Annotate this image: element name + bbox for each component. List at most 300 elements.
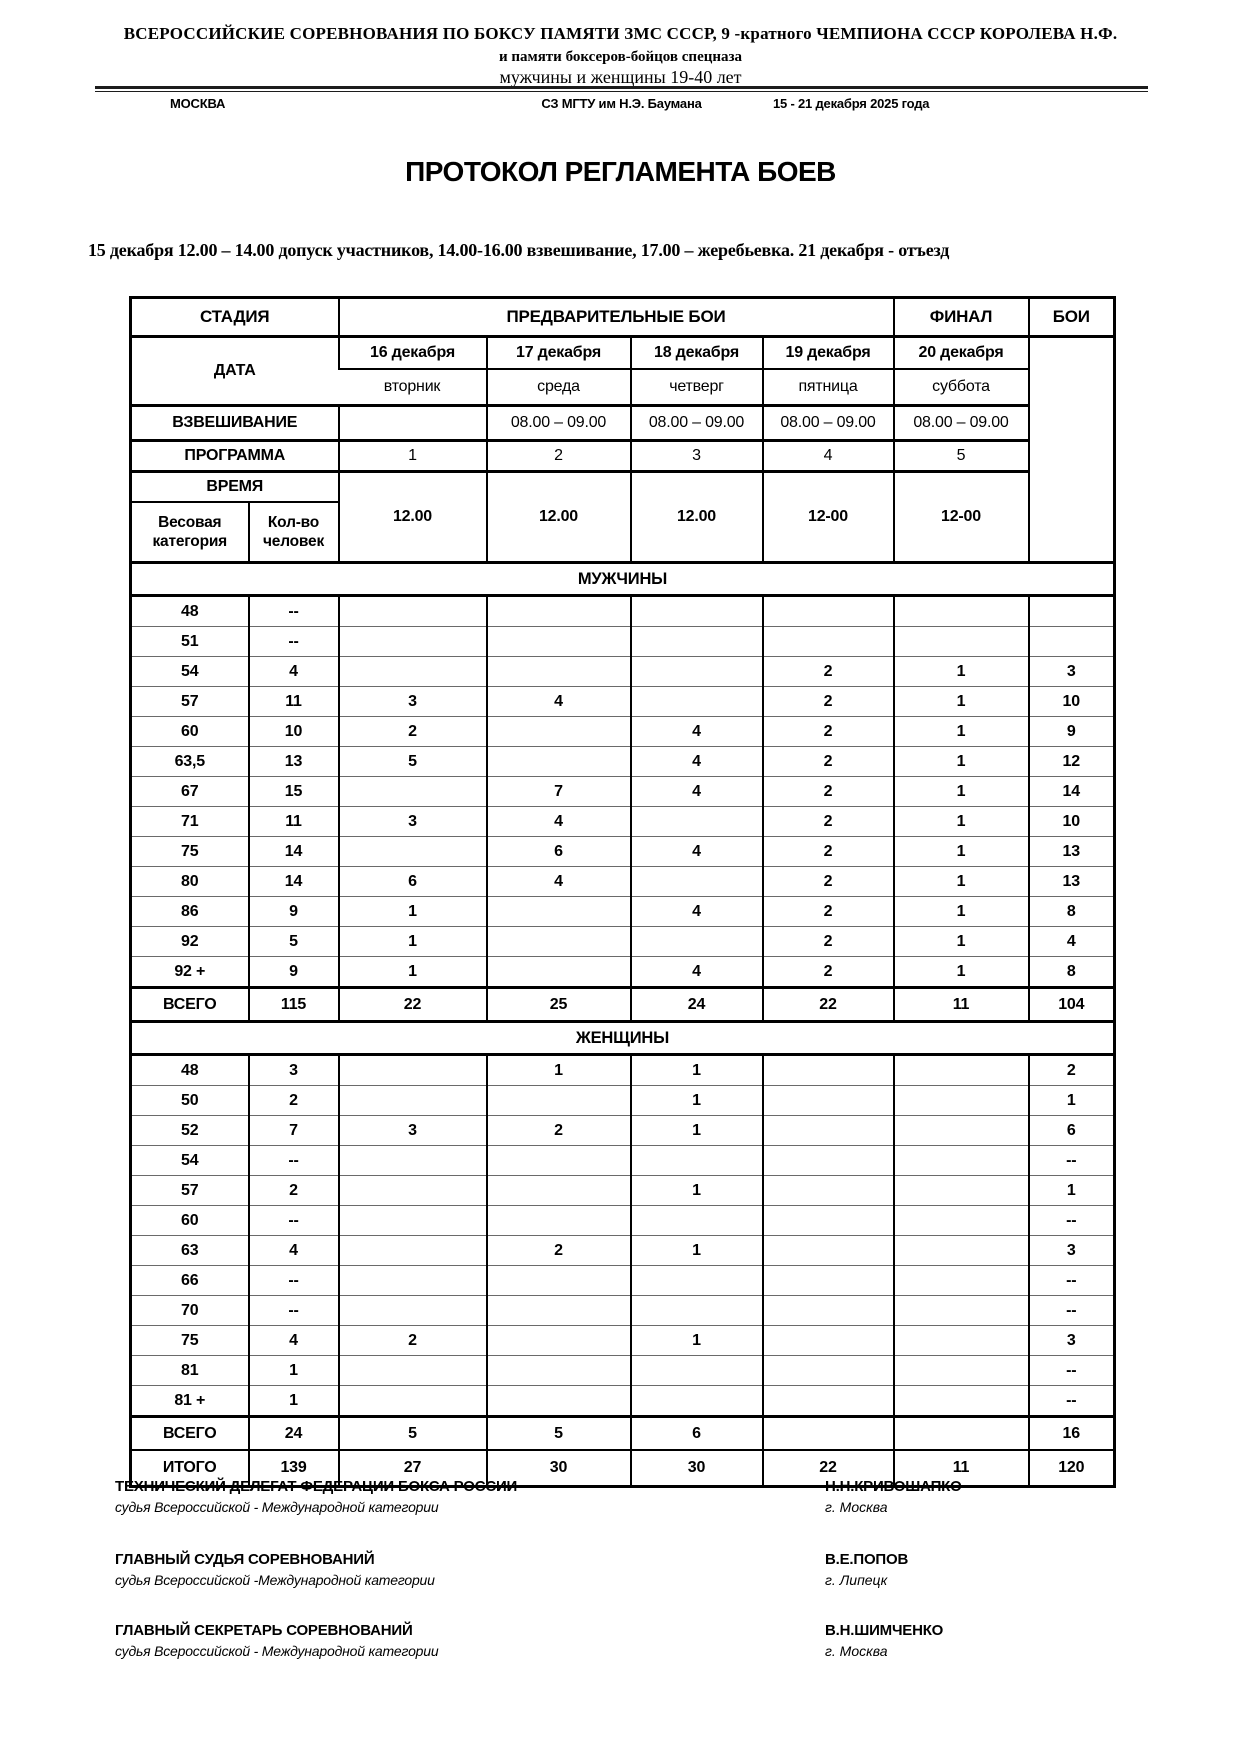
weighin-header: ВЗВЕШИВАНИЕ — [131, 406, 339, 441]
day-16-cell — [339, 1086, 487, 1116]
table-row — [131, 687, 1115, 717]
day-17-cell — [487, 1386, 631, 1417]
day-19-cell: 2 — [763, 657, 894, 687]
day-17-cell: 4 — [487, 687, 631, 717]
day-19-cell: 2 — [763, 957, 894, 988]
participant-count-cell: 9 — [249, 897, 339, 927]
table-row — [131, 807, 1115, 837]
participant-count-cell: -- — [249, 627, 339, 657]
weighin-cell: 08.00 – 09.00 — [894, 406, 1029, 441]
weight-category-cell: 60 — [131, 1206, 249, 1236]
day-19-cell: 22 — [763, 1450, 894, 1487]
total-bouts-cell: 8 — [1029, 957, 1115, 988]
table-row — [131, 657, 1115, 687]
weight-category-cell: 48 — [181, 1061, 199, 1079]
table-row — [131, 1296, 1115, 1326]
day-18-cell — [631, 627, 763, 657]
day-18-cell: 4 — [631, 957, 763, 988]
table-row — [131, 777, 1115, 807]
day-18-cell — [631, 867, 763, 897]
day-17-cell — [487, 717, 631, 747]
day-17-cell: 5 — [487, 1417, 631, 1451]
women-total-row — [131, 1417, 1115, 1451]
day-19-cell — [763, 596, 894, 627]
table-row — [131, 627, 1115, 657]
day-17-cell — [487, 657, 631, 687]
weighin-row — [131, 406, 1115, 441]
day-16-cell — [339, 1266, 487, 1296]
competition-title-line1: ВСЕРОССИЙСКИЕ СОРЕВНОВАНИЯ ПО БОКСУ ПАМЯТИ ЗМС СССР, 9 -кратного ЧЕМПИОНА СССР КОРОЛЕВА Н.Ф. — [123, 24, 1118, 43]
day-16-cell: 2 — [339, 717, 487, 747]
day-18-cell — [631, 1266, 763, 1296]
stage-row — [131, 298, 1115, 337]
women-rows — [131, 1055, 1115, 1417]
signature-city: г. Липецк — [825, 1572, 888, 1588]
weight-category-cell: 48 — [181, 602, 199, 620]
day-19-cell — [763, 1086, 894, 1116]
signature-role: ГЛАВНЫЙ СЕКРЕТАРЬ СОРЕВНОВАНИЙ — [115, 1622, 413, 1639]
competition-title-line2: и памяти боксеров-бойцов спецназа — [498, 49, 743, 65]
day-20-cell: 1 — [894, 717, 1029, 747]
date-header: ДАТА — [213, 362, 256, 379]
weekday-cell: четверг — [631, 369, 763, 406]
table-row — [131, 1417, 1115, 1451]
day-17-cell — [487, 596, 631, 627]
signature-name: Н.Н.КРИВОШАПКО — [825, 1478, 962, 1495]
day-16-cell: 5 — [339, 747, 487, 777]
signature-left — [115, 1622, 1125, 1659]
date-cell: 18 декабря — [631, 337, 763, 370]
day-16-cell — [339, 657, 487, 687]
day-19-cell: 2 — [763, 807, 894, 837]
men-section-band — [131, 563, 1115, 596]
stage-header: СТАДИЯ — [131, 298, 339, 337]
participant-count-cell: 4 — [249, 1236, 339, 1266]
signature-qualification: судья Всероссийской - Международной категории — [115, 1643, 439, 1659]
day-20-cell — [894, 1086, 1029, 1116]
participant-count-cell: 1 — [249, 1386, 339, 1417]
weight-category-cell: ВСЕГО — [131, 988, 249, 1022]
signature-right — [825, 1551, 908, 1588]
day-17-cell: 2 — [487, 1236, 631, 1266]
participant-count-cell: 139 — [249, 1450, 339, 1487]
preliminary-header: ПРЕДВАРИТЕЛЬНЫЕ БОИ — [339, 298, 894, 337]
day-20-cell: 11 — [894, 1450, 1029, 1487]
total-bouts-cell: 14 — [1029, 777, 1115, 807]
day-18-cell: 30 — [631, 1450, 763, 1487]
day-16-cell: 5 — [339, 1417, 487, 1451]
day-17-cell — [487, 1266, 631, 1296]
day-19-cell: 2 — [763, 717, 894, 747]
day-17-cell — [487, 1206, 631, 1236]
weight-category-cell: ИТОГО — [131, 1450, 249, 1487]
day-18-cell: 1 — [631, 1055, 763, 1086]
day-16-cell — [339, 1296, 487, 1326]
weight-category-cell: 92 — [131, 927, 249, 957]
day-17-cell: 6 — [487, 837, 631, 867]
men-rows — [131, 596, 1115, 988]
total-bouts-cell: 6 — [1029, 1116, 1115, 1146]
day-18-cell: 1 — [631, 1116, 763, 1146]
table-row — [131, 717, 1115, 747]
day-17-cell — [487, 1356, 631, 1386]
time-cell: 12-00 — [894, 472, 1029, 563]
total-bouts-cell: 1 — [1029, 1086, 1115, 1116]
participant-count-cell: 2 — [249, 1086, 339, 1116]
table-row — [131, 1116, 1115, 1146]
signature-role: ГЛАВНЫЙ СУДЬЯ СОРЕВНОВАНИЙ — [115, 1551, 375, 1568]
day-18-cell — [631, 1356, 763, 1386]
day-17-cell: 7 — [487, 777, 631, 807]
weekday-cell: вторник — [339, 369, 487, 406]
date-cell: 17 декабря — [487, 337, 631, 370]
signature-right — [825, 1622, 943, 1659]
day-16-cell: 1 — [339, 927, 487, 957]
venue-label: СЗ МГТУ им Н.Э. Баумана — [541, 96, 702, 111]
table-header — [131, 298, 1115, 563]
time-header: ВРЕМЯ — [131, 472, 339, 503]
day-16-cell: 27 — [339, 1450, 487, 1487]
day-20-cell: 1 — [894, 807, 1029, 837]
day-18-cell: 24 — [631, 988, 763, 1022]
day-16-cell: 6 — [339, 867, 487, 897]
time-cell: 12.00 — [339, 472, 487, 563]
day-19-cell — [763, 1417, 894, 1451]
day-19-cell — [763, 1266, 894, 1296]
table-row — [131, 1206, 1115, 1236]
day-19-cell — [763, 627, 894, 657]
participant-count-cell: -- — [249, 1266, 339, 1296]
day-17-cell — [487, 1296, 631, 1326]
participant-count-header: Кол-во человек — [249, 502, 339, 563]
day-19-cell — [763, 1206, 894, 1236]
weight-category-cell: 81 + — [131, 1386, 249, 1417]
day-16-cell: 3 — [339, 807, 487, 837]
table-row — [131, 1086, 1115, 1116]
day-19-cell — [763, 1386, 894, 1417]
day-19-cell: 22 — [763, 988, 894, 1022]
table-row — [131, 1236, 1115, 1266]
participant-count-cell: 15 — [249, 777, 339, 807]
total-bouts-cell: 3 — [1029, 1326, 1115, 1356]
table-row — [131, 957, 1115, 988]
day-16-cell: 2 — [339, 1326, 487, 1356]
signature-qualification: судья Всероссийской -Международной категории — [115, 1572, 435, 1588]
weight-category-cell: 92 + — [131, 957, 249, 988]
day-19-cell: 2 — [763, 927, 894, 957]
day-16-cell — [339, 1386, 487, 1417]
day-18-cell: 4 — [631, 747, 763, 777]
day-18-cell: 4 — [631, 717, 763, 747]
weighin-cell: 08.00 – 09.00 — [763, 406, 894, 441]
table-row — [131, 1356, 1115, 1386]
day-19-cell: 2 — [763, 747, 894, 777]
participant-count-cell: 14 — [249, 837, 339, 867]
table-row — [131, 1176, 1115, 1206]
weekday-cell: суббота — [894, 369, 1029, 406]
day-16-cell: 1 — [339, 897, 487, 927]
program-cell: 1 — [339, 441, 487, 472]
day-17-cell — [487, 897, 631, 927]
program-cell: 2 — [487, 441, 631, 472]
total-bouts-cell: 4 — [1029, 927, 1115, 957]
weight-category-cell: 54 — [131, 1146, 249, 1176]
signature-block-chief-secretary — [115, 1622, 1125, 1659]
day-16-cell — [339, 1236, 487, 1266]
day-18-cell: 4 — [631, 777, 763, 807]
men-total-row — [131, 988, 1115, 1022]
table-row — [131, 867, 1115, 897]
weekday-cell: пятница — [763, 369, 894, 406]
signature-city: г. Москва — [825, 1499, 888, 1515]
day-19-cell: 2 — [763, 837, 894, 867]
page-title: ПРОТОКОЛ РЕГЛАМЕНТА БОЕВ — [405, 156, 836, 187]
signature-right — [825, 1478, 962, 1515]
day-19-cell — [763, 1055, 894, 1086]
day-17-cell: 25 — [487, 988, 631, 1022]
table-row — [131, 1326, 1115, 1356]
day-16-cell: 22 — [339, 988, 487, 1022]
total-bouts-cell: 120 — [1029, 1450, 1115, 1487]
competition-title-line3: мужчины и женщины 19-40 лет — [499, 67, 742, 87]
weight-category-cell: 66 — [131, 1266, 249, 1296]
total-bouts-cell: 10 — [1029, 807, 1115, 837]
total-bouts-cell: 13 — [1029, 837, 1115, 867]
day-16-cell: 3 — [339, 1116, 487, 1146]
time-cell: 12-00 — [763, 472, 894, 563]
weight-category-cell: 50 — [131, 1086, 249, 1116]
table-row — [131, 747, 1115, 777]
day-19-cell: 2 — [763, 777, 894, 807]
bouts-header: БОИ — [1029, 298, 1115, 337]
total-bouts-cell: 3 — [1029, 657, 1115, 687]
signature-city: г. Москва — [825, 1643, 888, 1659]
participant-count-cell: 7 — [249, 1116, 339, 1146]
weight-category-cell: 67 — [131, 777, 249, 807]
day-20-cell — [894, 1206, 1029, 1236]
time-row — [131, 472, 1115, 503]
weight-category-cell: ВСЕГО — [131, 1417, 249, 1451]
total-bouts-cell: -- — [1029, 1296, 1115, 1326]
header-divider — [95, 86, 1148, 92]
day-20-cell: 1 — [894, 867, 1029, 897]
program-cell: 4 — [763, 441, 894, 472]
day-20-cell — [894, 627, 1029, 657]
day-20-cell — [894, 1326, 1029, 1356]
weight-category-cell: 51 — [131, 627, 249, 657]
weight-category-cell: 80 — [131, 867, 249, 897]
day-17-cell: 2 — [487, 1116, 631, 1146]
day-19-cell — [763, 1236, 894, 1266]
participant-count-cell: 14 — [249, 867, 339, 897]
day-18-cell — [631, 1146, 763, 1176]
dates-label: 15 - 21 декабря 2025 года — [773, 96, 930, 111]
day-18-cell: 1 — [631, 1086, 763, 1116]
program-cell: 5 — [894, 441, 1029, 472]
day-16-cell — [339, 627, 487, 657]
date-cell: 16 декабря — [339, 337, 487, 370]
participant-count-cell: 24 — [249, 1417, 339, 1451]
day-18-cell — [631, 1386, 763, 1417]
day-16-cell: 1 — [339, 957, 487, 988]
participant-count-cell: 13 — [249, 747, 339, 777]
day-19-cell — [763, 1326, 894, 1356]
day-17-cell: 1 — [487, 1055, 631, 1086]
day-18-cell: 1 — [631, 1176, 763, 1206]
total-bouts-cell: -- — [1029, 1266, 1115, 1296]
participant-count-cell: 1 — [249, 1356, 339, 1386]
day-17-cell: 30 — [487, 1450, 631, 1487]
participant-count-cell: 115 — [249, 988, 339, 1022]
date-row — [131, 337, 1115, 370]
total-bouts-cell: 3 — [1029, 1236, 1115, 1266]
day-16-cell — [339, 777, 487, 807]
day-18-cell — [631, 657, 763, 687]
total-bouts-cell: 104 — [1029, 988, 1115, 1022]
total-bouts-cell: 9 — [1029, 717, 1115, 747]
day-16-cell — [339, 1206, 487, 1236]
time-cell: 12.00 — [631, 472, 763, 563]
day-18-cell: 1 — [631, 1236, 763, 1266]
day-18-cell: 4 — [631, 837, 763, 867]
signature-role: ТЕХНИЧЕСКИЙ ДЕЛЕГАТ ФЕДЕРАЦИИ БОКСА РОССИИ — [115, 1478, 518, 1495]
protocol-table — [129, 296, 1116, 1488]
day-20-cell: 1 — [894, 747, 1029, 777]
table-row — [131, 1146, 1115, 1176]
participant-count-cell: 11 — [249, 807, 339, 837]
weight-category-cell: 75 — [131, 837, 249, 867]
section-row — [131, 563, 1115, 596]
program-cell: 3 — [631, 441, 763, 472]
day-18-cell — [631, 1296, 763, 1326]
weight-category-cell: 54 — [131, 657, 249, 687]
total-bouts-cell: -- — [1029, 1146, 1115, 1176]
day-20-cell: 1 — [894, 837, 1029, 867]
total-bouts-cell: -- — [1029, 1206, 1115, 1236]
day-19-cell: 2 — [763, 687, 894, 717]
day-19-cell — [763, 1296, 894, 1326]
day-16-cell — [339, 1176, 487, 1206]
schedule-note: 15 декабря 12.00 – 14.00 допуск участников, 14.00-16.00 взвешивание, 17.00 – жеребьевка. 21 декабря - отъезд — [88, 240, 950, 260]
day-16-cell — [339, 837, 487, 867]
day-20-cell — [894, 1296, 1029, 1326]
weight-category-cell: 63 — [131, 1236, 249, 1266]
signature-name: В.Е.ПОПОВ — [825, 1551, 909, 1568]
day-18-cell — [631, 596, 763, 627]
participant-count-cell: 2 — [249, 1176, 339, 1206]
total-bouts-cell: 16 — [1029, 1417, 1115, 1451]
final-header: ФИНАЛ — [894, 298, 1029, 337]
women-section-label: ЖЕНЩИНЫ — [131, 1022, 1115, 1055]
total-bouts-cell: 10 — [1029, 687, 1115, 717]
day-19-cell: 2 — [763, 867, 894, 897]
total-bouts-cell — [1029, 627, 1115, 657]
day-19-cell — [763, 1116, 894, 1146]
day-20-cell: 1 — [894, 657, 1029, 687]
weight-category-cell: 60 — [131, 717, 249, 747]
weight-category-cell: 81 — [131, 1356, 249, 1386]
day-17-cell — [487, 627, 631, 657]
signature-left — [115, 1551, 1125, 1588]
total-bouts-cell — [1029, 596, 1115, 627]
men-section-label: МУЖЧИНЫ — [131, 563, 1115, 596]
day-18-cell — [631, 807, 763, 837]
weighin-cell: 08.00 – 09.00 — [631, 406, 763, 441]
table-row — [131, 1055, 1115, 1086]
weighin-cell — [339, 406, 487, 441]
signature-qualification: судья Всероссийской - Международной категории — [115, 1499, 439, 1515]
day-16-cell — [339, 1356, 487, 1386]
program-row — [131, 441, 1115, 472]
day-18-cell: 1 — [631, 1326, 763, 1356]
participant-count-cell: 4 — [249, 657, 339, 687]
day-20-cell — [894, 1055, 1029, 1086]
participant-count-cell: 10 — [249, 717, 339, 747]
day-19-cell: 2 — [763, 897, 894, 927]
signature-block-chief-judge — [115, 1551, 1125, 1588]
weight-category-cell: 57 — [131, 1176, 249, 1206]
day-18-cell — [631, 687, 763, 717]
city-label: МОСКВА — [170, 96, 226, 111]
day-20-cell — [894, 1116, 1029, 1146]
day-20-cell — [894, 1356, 1029, 1386]
day-17-cell: 4 — [487, 867, 631, 897]
participant-count-cell: 9 — [249, 957, 339, 988]
participant-count-cell: 4 — [249, 1326, 339, 1356]
day-17-cell — [487, 1086, 631, 1116]
program-header: ПРОГРАММА — [131, 441, 339, 472]
day-20-cell — [894, 596, 1029, 627]
day-18-cell: 4 — [631, 897, 763, 927]
time-cell: 12.00 — [487, 472, 631, 563]
weight-category-cell: 71 — [131, 807, 249, 837]
day-20-cell — [894, 1176, 1029, 1206]
day-20-cell: 1 — [894, 897, 1029, 927]
day-20-cell — [894, 1417, 1029, 1451]
date-cell: 20 декабря — [894, 337, 1029, 370]
day-16-cell — [339, 1055, 487, 1086]
day-19-cell — [763, 1356, 894, 1386]
participant-count-cell: 3 — [249, 1055, 339, 1086]
total-bouts-cell: 2 — [1029, 1055, 1115, 1086]
table-row — [131, 897, 1115, 927]
day-17-cell — [487, 1326, 631, 1356]
signature-left — [115, 1478, 1125, 1515]
participant-count-cell: -- — [249, 1146, 339, 1176]
date-cell: 19 декабря — [763, 337, 894, 370]
day-19-cell — [763, 1146, 894, 1176]
total-bouts-cell: 12 — [1029, 747, 1115, 777]
day-16-cell — [339, 596, 487, 627]
day-17-cell — [487, 957, 631, 988]
total-bouts-cell: 8 — [1029, 897, 1115, 927]
day-20-cell: 11 — [894, 988, 1029, 1022]
weighin-cell: 08.00 – 09.00 — [487, 406, 631, 441]
day-17-cell — [487, 1176, 631, 1206]
day-17-cell — [487, 927, 631, 957]
total-bouts-cell: -- — [1029, 1356, 1115, 1386]
weight-category-header: Весовая категория — [152, 513, 228, 550]
day-16-cell: 3 — [339, 687, 487, 717]
day-20-cell — [894, 1146, 1029, 1176]
day-20-cell — [894, 1266, 1029, 1296]
day-20-cell: 1 — [894, 957, 1029, 988]
day-20-cell: 1 — [894, 927, 1029, 957]
table-row — [131, 927, 1115, 957]
participant-count-cell: 11 — [249, 687, 339, 717]
participant-count-cell: -- — [249, 1206, 339, 1236]
day-17-cell — [487, 747, 631, 777]
